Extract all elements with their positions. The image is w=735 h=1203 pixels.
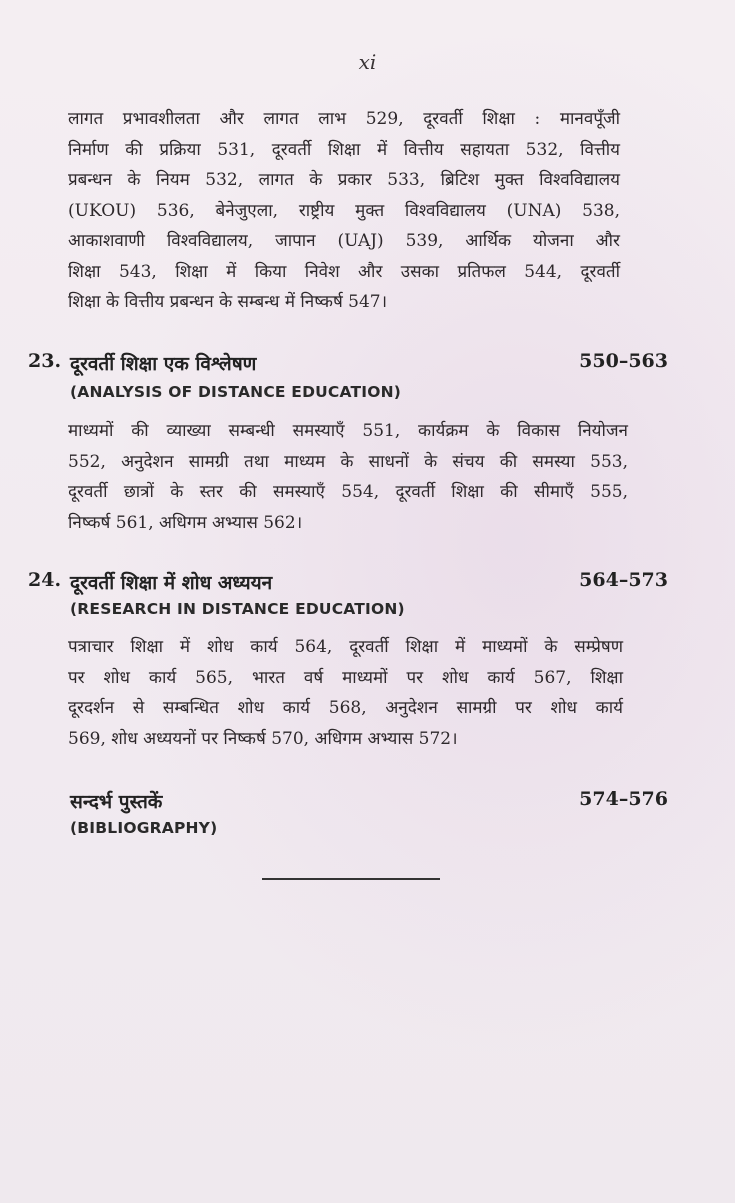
text-line: शिक्षा 543, शिक्षा में किया निवेश और उसका प्रतिफल 544, दूरवर्ती	[68, 261, 620, 282]
text-line: प्रबन्धन के नियम 532, लागत के प्रकार 533, ब्रिटिश मुक्त विश्वविद्यालय	[68, 170, 620, 190]
end-rule	[262, 878, 440, 880]
chapter-number: 24.	[28, 569, 62, 591]
bibliography-page-range: 574–576	[579, 788, 668, 810]
text-line: पत्राचार शिक्षा में शोध कार्य 564, दूरवर्ती शिक्षा में माध्यमों के सम्प्रेषण	[68, 637, 623, 657]
text-line: पर शोध कार्य 565, भारत वर्ष माध्यमों पर शोध कार्य 567, शिक्षा	[68, 667, 623, 688]
text-line: निष्कर्ष 561, अधिगम अभ्यास 562।	[68, 512, 303, 533]
chapter-24-contents	[68, 632, 623, 754]
chapter-subtitle: (ANALYSIS OF DISTANCE EDUCATION)	[70, 383, 402, 401]
text-line: 569, शोध अध्ययनों पर निष्कर्ष 570, अधिगम अभ्यास 572।	[68, 728, 458, 749]
chapter-page-range: 564–573	[579, 569, 668, 591]
text-line: लागत प्रभावशीलता और लागत लाभ 529, दूरवर्ती शिक्षा : मानवपूँजी	[68, 109, 620, 129]
text-line: (UKOU) 536, बेनेजुएला, राष्ट्रीय मुक्त विश्वविद्यालय (UNA) 538,	[68, 200, 620, 221]
chapter-subtitle: (RESEARCH IN DISTANCE EDUCATION)	[70, 600, 405, 618]
text-line: निर्माण की प्रक्रिया 531, दूरवर्ती शिक्षा में वित्तीय सहायता 532, वित्तीय	[68, 139, 620, 160]
bibliography-title: सन्दर्भ पुस्तकें	[70, 791, 163, 813]
chapter-23-contents	[68, 416, 628, 538]
chapter-title: दूरवर्ती शिक्षा में शोध अध्ययन	[70, 572, 273, 594]
chapter-title: दूरवर्ती शिक्षा एक विश्लेषण	[70, 353, 257, 375]
page-number: xi	[358, 50, 377, 74]
chapter-page-range: 550–563	[579, 350, 668, 372]
text-line: शिक्षा के वित्तीय प्रबन्धन के सम्बन्ध में निष्कर्ष 547।	[68, 292, 388, 312]
chapter-number: 23.	[28, 350, 62, 372]
text-line: दूरवर्ती छात्रों के स्तर की समस्याएँ 554, दूरवर्ती शिक्षा की सीमाएँ 555,	[68, 482, 628, 502]
intro-paragraph	[68, 104, 620, 318]
text-line: दूरदर्शन से सम्बन्धित शोध कार्य 568, अनुदेशन सामग्री पर शोध कार्य	[68, 698, 623, 718]
text-line: 552, अनुदेशन सामग्री तथा माध्यम के साधनों के संचय की समस्या 553,	[68, 451, 628, 472]
text-line: माध्यमों की व्याख्या सम्बन्धी समस्याएँ 551, कार्यक्रम के विकास नियोजन	[68, 421, 628, 441]
bibliography-subtitle: (BIBLIOGRAPHY)	[70, 819, 218, 837]
text-line: आकाशवाणी विश्वविद्यालय, जापान (UAJ) 539, आर्थिक योजना और	[68, 231, 620, 251]
